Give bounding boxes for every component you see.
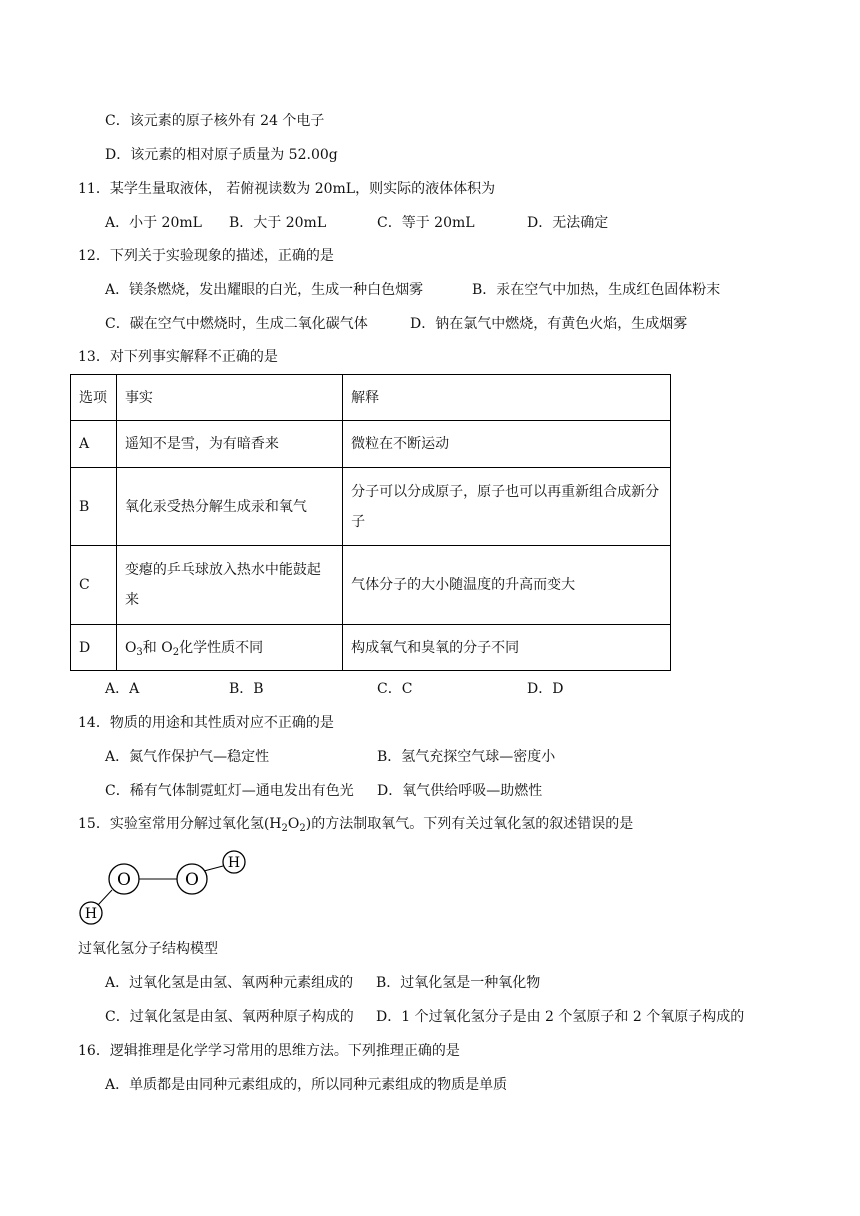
subscript: 2 bbox=[281, 823, 288, 834]
q13-stem: 13．对下列事实解释不正确的是 bbox=[78, 349, 278, 365]
header-explanation: 解释 bbox=[343, 375, 671, 421]
q12-option-a: A．镁条燃烧，发出耀眼的白光，生成一种白色烟雾 bbox=[105, 282, 424, 298]
row-option: D bbox=[71, 625, 117, 671]
subscript: 3 bbox=[136, 646, 143, 658]
q11-stem: 11．某学生量取液体， 若俯视读数为 20mL，则实际的液体体积为 bbox=[78, 181, 496, 197]
q15-stem-post: )的方法制取氧气。下列有关过氧化氢的叙述错误的是 bbox=[305, 816, 634, 832]
q12-option-b: B．汞在空气中加热，生成红色固体粉末 bbox=[472, 282, 721, 298]
oxygen-atom-right bbox=[177, 864, 207, 894]
q15-stem-pre: 15．实验室常用分解过氧化氢(H bbox=[78, 816, 282, 832]
row-fact: 遥知不是雪，为有暗香来 bbox=[116, 421, 342, 468]
q15-stem bbox=[78, 814, 633, 834]
q12-option-c: C．碳在空气中燃烧时，生成二氧化碳气体 bbox=[105, 316, 368, 332]
svg-text:H: H bbox=[84, 906, 98, 922]
row-explanation: 微粒在不断运动 bbox=[343, 421, 671, 468]
q14-option-c: C．稀有气体制霓虹灯—通电发出有色光 bbox=[105, 783, 354, 799]
q13-option-a: A．A bbox=[105, 681, 140, 697]
hydrogen-atom-top bbox=[223, 851, 245, 873]
table-row bbox=[71, 625, 671, 671]
table-row bbox=[71, 546, 671, 625]
q15-option-a: A．过氧化氢是由氢、氧两种元素组成的 bbox=[105, 975, 354, 991]
table-row bbox=[71, 421, 671, 468]
subscript: 2 bbox=[299, 823, 306, 834]
q10-option-c: C．该元素的原子核外有 24 个电子 bbox=[105, 113, 325, 129]
q11-option-c: C．等于 20mL bbox=[377, 215, 475, 231]
q15-model-caption: 过氧化氢分子结构模型 bbox=[78, 941, 218, 957]
oxygen-atom-left bbox=[109, 864, 139, 894]
row-option: A bbox=[71, 421, 117, 468]
fact-text: 化学性质不同 bbox=[179, 639, 264, 656]
q15-stem-mid: O bbox=[287, 816, 300, 832]
q10-option-d: D．该元素的相对原子质量为 52.00g bbox=[105, 147, 338, 163]
row-explanation: 构成氧气和臭氧的分子不同 bbox=[343, 625, 671, 671]
q14-option-b: B．氢气充探空气球—密度小 bbox=[377, 749, 556, 765]
q14-option-a: A．氮气作保护气—稳定性 bbox=[105, 749, 270, 765]
q13-option-c: C．C bbox=[377, 681, 413, 697]
formula-o-part: O bbox=[124, 639, 137, 656]
q13-option-d: D．D bbox=[527, 681, 564, 697]
q12-stem: 12．下列关于实验现象的描述，正确的是 bbox=[78, 248, 334, 264]
row-explanation: 分子可以分成原子，原子也可以再重新组合成新分子 bbox=[343, 468, 671, 546]
row-fact bbox=[116, 625, 342, 671]
header-fact: 事实 bbox=[116, 375, 342, 421]
header-option: 选项 bbox=[71, 375, 117, 421]
q16-stem: 16．逻辑推理是化学学习常用的思维方法。下列推理正确的是 bbox=[78, 1043, 460, 1059]
q13-option-b: B．B bbox=[229, 681, 264, 697]
formula-mid: 和 O bbox=[142, 639, 173, 656]
hydrogen-peroxide-model-diagram bbox=[76, 846, 256, 928]
q11-option-a: A．小于 20mL bbox=[105, 215, 202, 231]
svg-text:H: H bbox=[227, 855, 241, 871]
svg-text:O: O bbox=[185, 870, 199, 890]
q15-option-c: C．过氧化氢是由氢、氧两种原子构成的 bbox=[105, 1009, 354, 1025]
row-option: C bbox=[71, 546, 117, 625]
q15-option-b: B．过氧化氢是一种氧化物 bbox=[376, 975, 541, 991]
svg-text:O: O bbox=[117, 870, 131, 890]
row-fact: 变瘪的乒乓球放入热水中能鼓起来 bbox=[116, 546, 342, 625]
q13-table bbox=[70, 374, 671, 671]
q15-option-d: D．1 个过氧化氢分子是由 2 个氢原子和 2 个氧原子构成的 bbox=[376, 1009, 745, 1025]
q11-option-b: B．大于 20mL bbox=[229, 215, 327, 231]
hydrogen-atom-bottom bbox=[80, 902, 102, 924]
q14-stem: 14．物质的用途和其性质对应不正确的是 bbox=[78, 715, 334, 731]
q11-option-d: D．无法确定 bbox=[527, 215, 609, 231]
subscript: 2 bbox=[172, 646, 180, 658]
table-row bbox=[71, 468, 671, 546]
row-option: B bbox=[71, 468, 117, 546]
q16-option-a: A．单质都是由同种元素组成的，所以同种元素组成的物质是单质 bbox=[105, 1077, 508, 1093]
q14-option-d: D．氧气供给呼吸—助燃性 bbox=[377, 783, 543, 799]
row-fact: 氧化汞受热分解生成汞和氧气 bbox=[116, 468, 342, 546]
table-header-row bbox=[71, 375, 671, 421]
q12-option-d: D．钠在氯气中燃烧，有黄色火焰，生成烟雾 bbox=[410, 316, 688, 332]
row-explanation: 气体分子的大小随温度的升高而变大 bbox=[343, 546, 671, 625]
